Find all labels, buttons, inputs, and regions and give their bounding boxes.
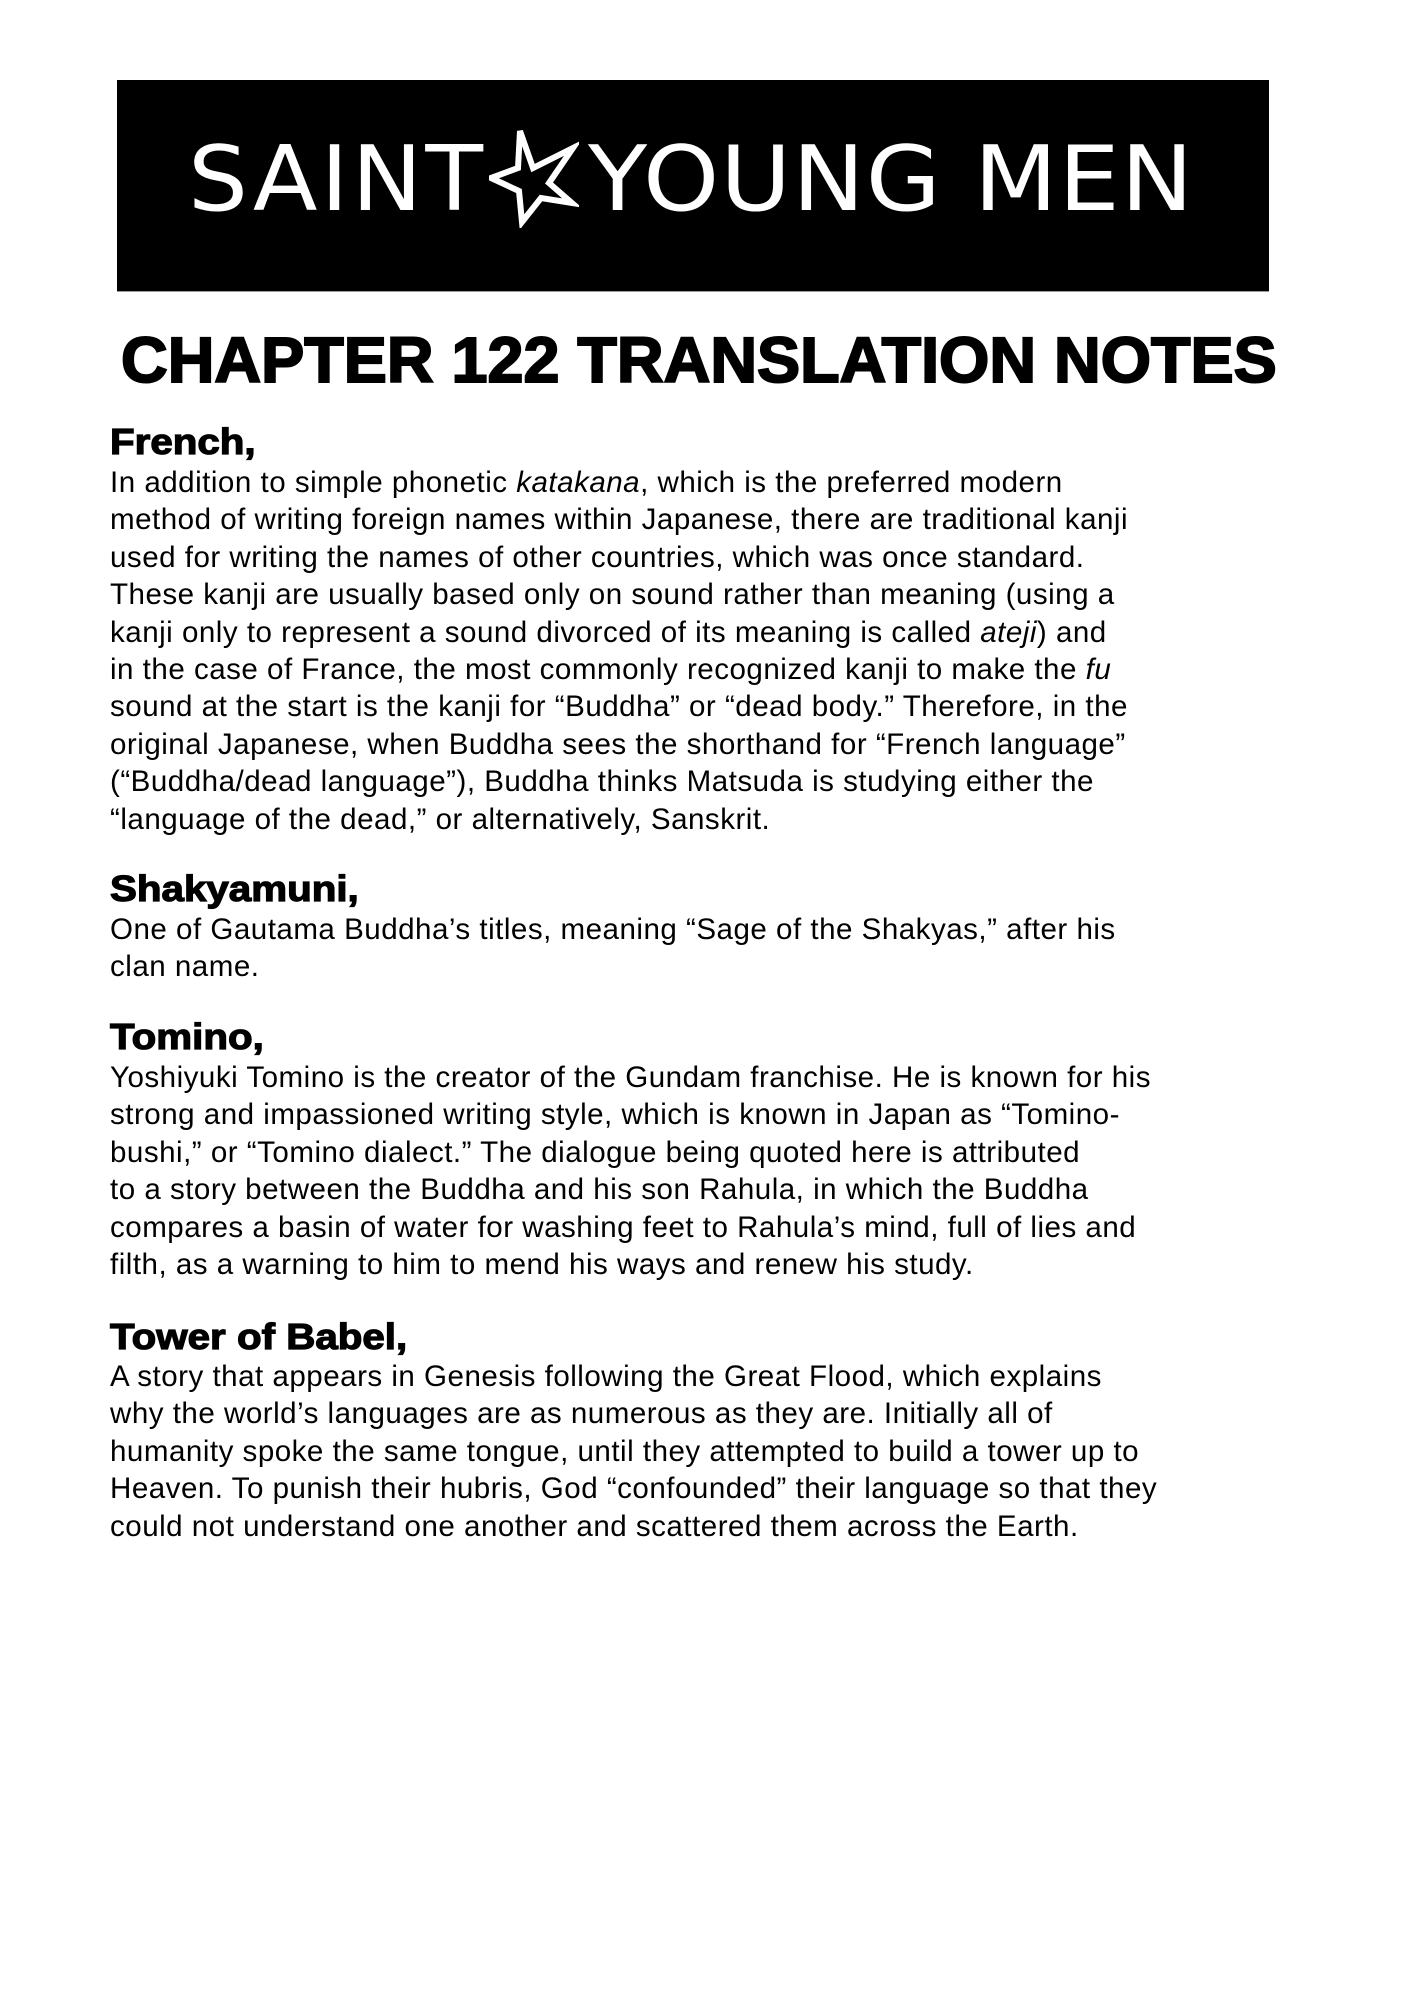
- page-title: CHAPTER 122 TRANSLATION NOTES: [121, 324, 1277, 396]
- body-line: bushi,” or “Tomino dialect.” The dialogue being quoted here is attributed: [110, 1135, 1081, 1169]
- italic-term: katakana: [516, 466, 641, 499]
- body-line: used for writing the names of other countries, which was once standard.: [110, 540, 1085, 574]
- star-icon: [489, 128, 579, 228]
- body-line: kanji only to represent a sound divorced of its meaning is called ateji) and: [110, 615, 1107, 649]
- section-body-french: [110, 464, 1128, 838]
- logo-word-young-men: YOUNG MEN: [588, 127, 1195, 232]
- body-line: These kanji are usually based only on sound rather than meaning (using a: [110, 578, 1115, 612]
- italic-term: fu: [1085, 652, 1112, 686]
- body-line: strong and impassioned writing style, which is known in Japan as “Tomino-: [110, 1098, 1120, 1132]
- italic-term: ateji: [980, 615, 1037, 649]
- section-heading-tower-of-babel: Tower of Babel,: [110, 1316, 408, 1357]
- body-line: to a story between the Buddha and his son Rahula, in which the Buddha: [110, 1173, 1089, 1207]
- body-line: In addition to simple phonetic katakana, which is the preferred modern: [110, 466, 1063, 499]
- body-line: why the world’s languages are as numerous as they are. Initially all of: [110, 1397, 1053, 1431]
- body-line: compares a basin of water for washing feet to Rahula’s mind, full of lies and: [110, 1210, 1137, 1244]
- body-line: original Japanese, when Buddha sees the shorthand for “French language”: [110, 727, 1126, 761]
- body-line: A story that appears in Genesis following the Great Flood, which explains: [110, 1360, 1102, 1393]
- body-line: filth, as a warning to him to mend his ways and renew his study.: [110, 1247, 974, 1281]
- section-heading-shakyamuni: Shakyamuni,: [110, 868, 359, 909]
- body-line: Yoshiyuki Tomino is the creator of the Gundam franchise. He is known for his: [110, 1061, 1151, 1094]
- section-heading-french: French,: [110, 421, 256, 462]
- section-body-tomino: [110, 1059, 1151, 1283]
- body-line: could not understand one another and scattered them across the Earth.: [110, 1509, 1079, 1543]
- body-line: One of Gautama Buddha’s titles, meaning “Sage of the Shakyas,” after his: [110, 913, 1116, 946]
- body-line: sound at the start is the kanji for “Buddha” or “dead body.” Therefore, in the: [110, 690, 1128, 724]
- section-body-shakyamuni: [110, 911, 1116, 986]
- body-line: Heaven. To punish their hubris, God “confounded” their language so that they: [110, 1472, 1158, 1506]
- body-line: method of writing foreign names within Japanese, there are traditional kanji: [110, 503, 1129, 537]
- body-line: (“Buddha/dead language”), Buddha thinks Matsuda is studying either the: [110, 765, 1094, 799]
- section-heading-tomino: Tomino,: [110, 1016, 264, 1057]
- body-line: humanity spoke the same tongue, until they attempted to build a tower up to: [110, 1434, 1140, 1468]
- logo-banner: [117, 80, 1269, 292]
- section-body-tower-of-babel: [110, 1358, 1157, 1545]
- body-line: “language of the dead,” or alternatively, Sanskrit.: [110, 802, 771, 836]
- logo-word-saint: SAINT: [188, 127, 487, 232]
- body-line: in the case of France, the most commonly recognized kanji to make the fu: [110, 652, 1112, 686]
- body-line: clan name.: [110, 950, 260, 984]
